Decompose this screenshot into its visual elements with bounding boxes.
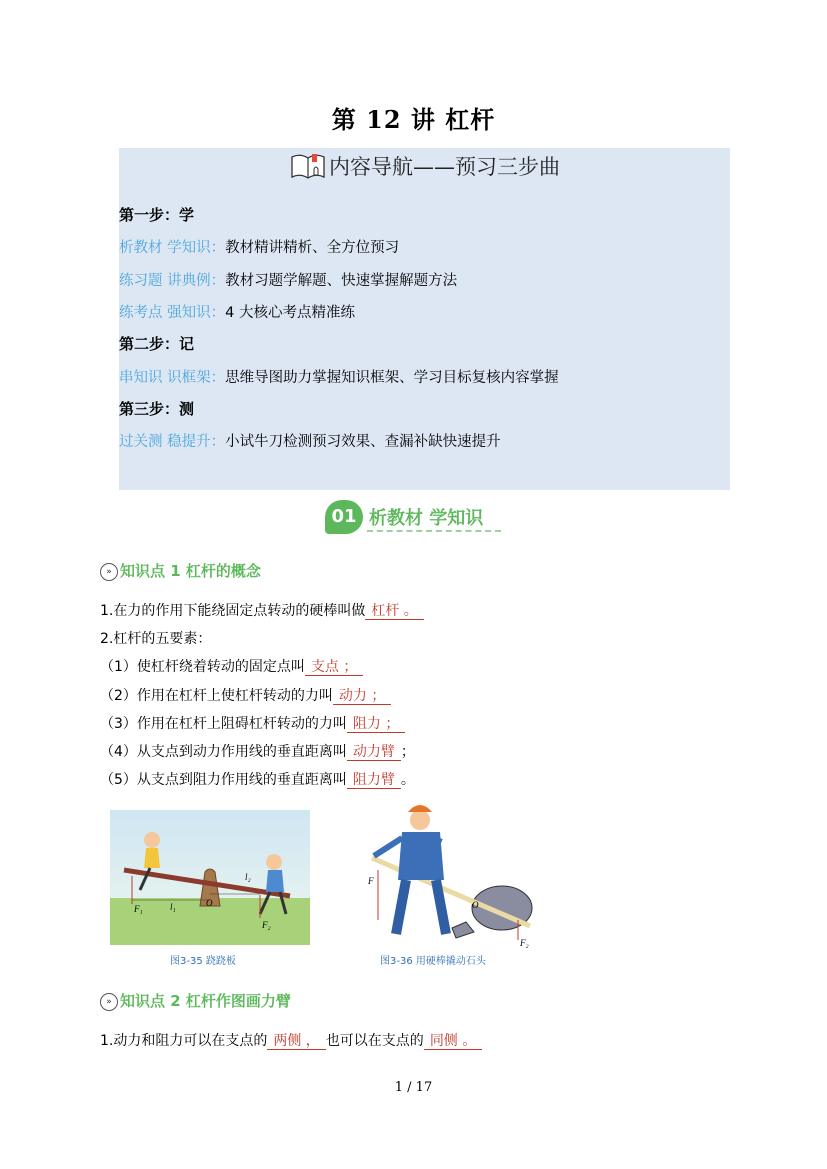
nav-row-key: 练习题 讲典例： xyxy=(119,273,226,289)
line-text: （3）作用在杠杆上阻碍杠杆转动的力叫 xyxy=(100,716,347,732)
text-line xyxy=(100,741,415,761)
knowledge-point-1-heading xyxy=(100,560,261,581)
label-F2: F₂ xyxy=(520,938,529,948)
label-O: O xyxy=(472,900,479,910)
text-line xyxy=(100,685,391,705)
nav-row-desc: 小试牛刀检测预习效果、查漏补缺快速提升 xyxy=(225,434,501,450)
answer-blank: 动力臂 xyxy=(347,744,401,761)
page-title: 第 12 讲 杠杆 xyxy=(331,105,496,134)
knowledge-point-label: 知识点 1 杠杆的概念 xyxy=(120,562,261,580)
line-text: 。 xyxy=(400,772,415,788)
line-text: （2）作用在杠杆上使杠杆转动的力叫 xyxy=(100,688,333,704)
answer-blank: 支点 ； xyxy=(305,659,363,676)
line-text: 1.在力的作用下能绕固定点转动的硬棒叫做 xyxy=(100,603,366,619)
text-line: 2.杠杆的五要素： xyxy=(100,631,212,647)
text-line xyxy=(100,600,424,620)
double-chevron-icon: » xyxy=(100,993,118,1011)
label-F1: F₁ xyxy=(134,904,143,914)
nav-row-key: 过关测 稳提升： xyxy=(119,434,226,450)
section-number: 01 xyxy=(325,500,363,534)
figure-caption: 图3-35 跷跷板 xyxy=(170,956,236,967)
nav-row-key: 练考点 强知识： xyxy=(119,305,226,321)
line-text: （1）使杠杆绕着转动的固定点叫 xyxy=(100,659,305,675)
label-F2: F₂ xyxy=(262,920,271,930)
nav-row xyxy=(119,269,457,290)
figure-caption: 图3-36 用硬棒撬动石头 xyxy=(380,956,486,967)
double-chevron-icon: » xyxy=(100,563,118,581)
line-text: 也可以在支点的 xyxy=(325,1033,424,1049)
nav-row-key: 析教材 学知识： xyxy=(119,240,226,256)
knowledge-point-2-heading xyxy=(100,990,291,1011)
nav-row xyxy=(119,430,501,451)
nav-row xyxy=(119,236,399,257)
nav-row-key: 串知识 识框架： xyxy=(119,370,226,386)
nav-heading xyxy=(119,148,730,184)
book-icon xyxy=(290,151,326,187)
nav-row-desc: 4 大核心考点精准练 xyxy=(225,305,355,321)
answer-blank: 阻力臂 xyxy=(347,772,401,789)
page-number: 1 / 17 xyxy=(394,1080,433,1095)
answer-blank: 两侧 ， xyxy=(267,1033,325,1050)
step-1: 第一步：学 xyxy=(119,206,195,224)
line-text: 1.动力和阻力可以在支点的 xyxy=(100,1033,268,1049)
line-text: （4）从支点到动力作用线的垂直距离叫 xyxy=(100,744,347,760)
nav-row-desc: 教材精讲精析、全方位预习 xyxy=(225,240,400,256)
section-badge xyxy=(323,498,503,536)
text-line xyxy=(100,1030,482,1050)
label-F: F xyxy=(368,876,374,886)
nav-row xyxy=(119,301,355,322)
seesaw-figure xyxy=(110,810,310,945)
label-l2: l₂ xyxy=(245,872,251,882)
step-3: 第三步：测 xyxy=(119,400,195,418)
answer-blank: 阻力 ； xyxy=(347,716,405,733)
nav-heading-text: 内容导航——预习三步曲 xyxy=(329,155,560,179)
answer-blank: 同侧 。 xyxy=(424,1033,482,1050)
text-line xyxy=(100,769,415,789)
text-line xyxy=(100,713,405,733)
answer-blank: 动力 ； xyxy=(333,688,391,705)
nav-row xyxy=(119,366,559,387)
nav-row-desc: 思维导图助力掌握知识框架、学习目标复核内容掌握 xyxy=(225,370,559,386)
answer-blank: 杠杆 。 xyxy=(365,603,423,620)
line-text: （5）从支点到阻力作用线的垂直距离叫 xyxy=(100,772,347,788)
section-underline xyxy=(367,530,501,532)
lever-rock-figure xyxy=(352,800,542,948)
nav-row-desc: 教材习题学解题、快速掌握解题方法 xyxy=(225,273,458,289)
label-O: O xyxy=(206,898,213,908)
label-l1: l₁ xyxy=(170,902,176,912)
line-text: ； xyxy=(400,744,415,760)
step-2: 第二步：记 xyxy=(119,335,195,353)
content-navigation-box xyxy=(119,148,730,490)
section-label: 析教材 学知识 xyxy=(369,508,484,529)
text-line xyxy=(100,656,363,676)
knowledge-point-label: 知识点 2 杠杆作图画力臂 xyxy=(120,992,291,1010)
